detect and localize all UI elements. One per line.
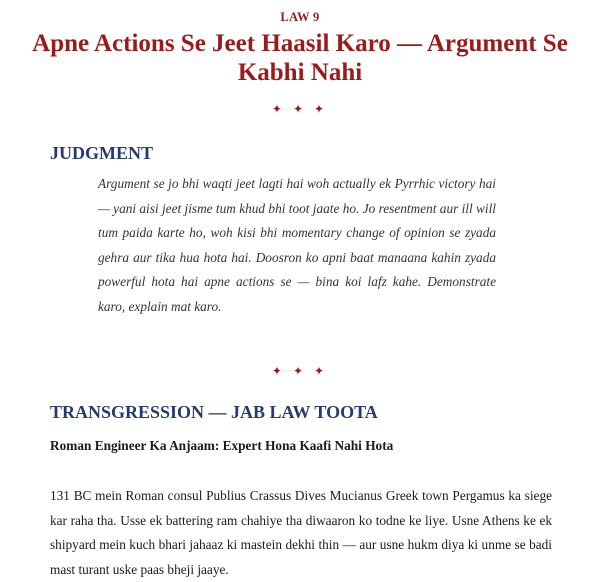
law-number: LAW 9 — [280, 10, 320, 24]
story-subheading: Roman Engineer Ka Anjaam: Expert Hona Kaafi Nahi Hota — [50, 438, 394, 453]
judgment-heading: JUDGMENT — [50, 143, 153, 163]
judgment-text: Argument se jo bhi waqti jeet lagti hai woh actually ek Pyrrhic victory hai — yani aisi jeet jisme tum khud bhi toot jaate ho. Jo resentment aur ill will tum paida karte ho, woh kisi bhi momentary change of opinion se zyada gehra aur tika hua hota hai. Doosron ko apni baat manaana kahin zyada powerful hota hai apne actions se — bina koi lafz kahe. Demonstrate karo, explain mat karo. — [98, 176, 496, 314]
story-text: 131 BC mein Roman consul Publius Crassus Dives Mucianus Greek town Pergamus ka siege kar raha tha. Usse ek battering ram chahiye tha diwaaron ko todne ke liye. Usne Athens ke ek shipyard mein kuch bhari jahaaz ki mastein dekhi thin — aur usne hukm diya ki unme se badi mast turant uske paas bheji jaaye. — [50, 488, 552, 577]
transgression-heading: TRANSGRESSION — JAB LAW TOOTA — [50, 402, 378, 422]
chapter-title: Apne Actions Se Jeet Haasil Karo — Argument Se Kabhi Nahi — [32, 30, 568, 86]
ornament-divider: ✦ ✦ ✦ — [271, 102, 329, 116]
ornament-divider: ✦ ✦ ✦ — [271, 364, 329, 378]
